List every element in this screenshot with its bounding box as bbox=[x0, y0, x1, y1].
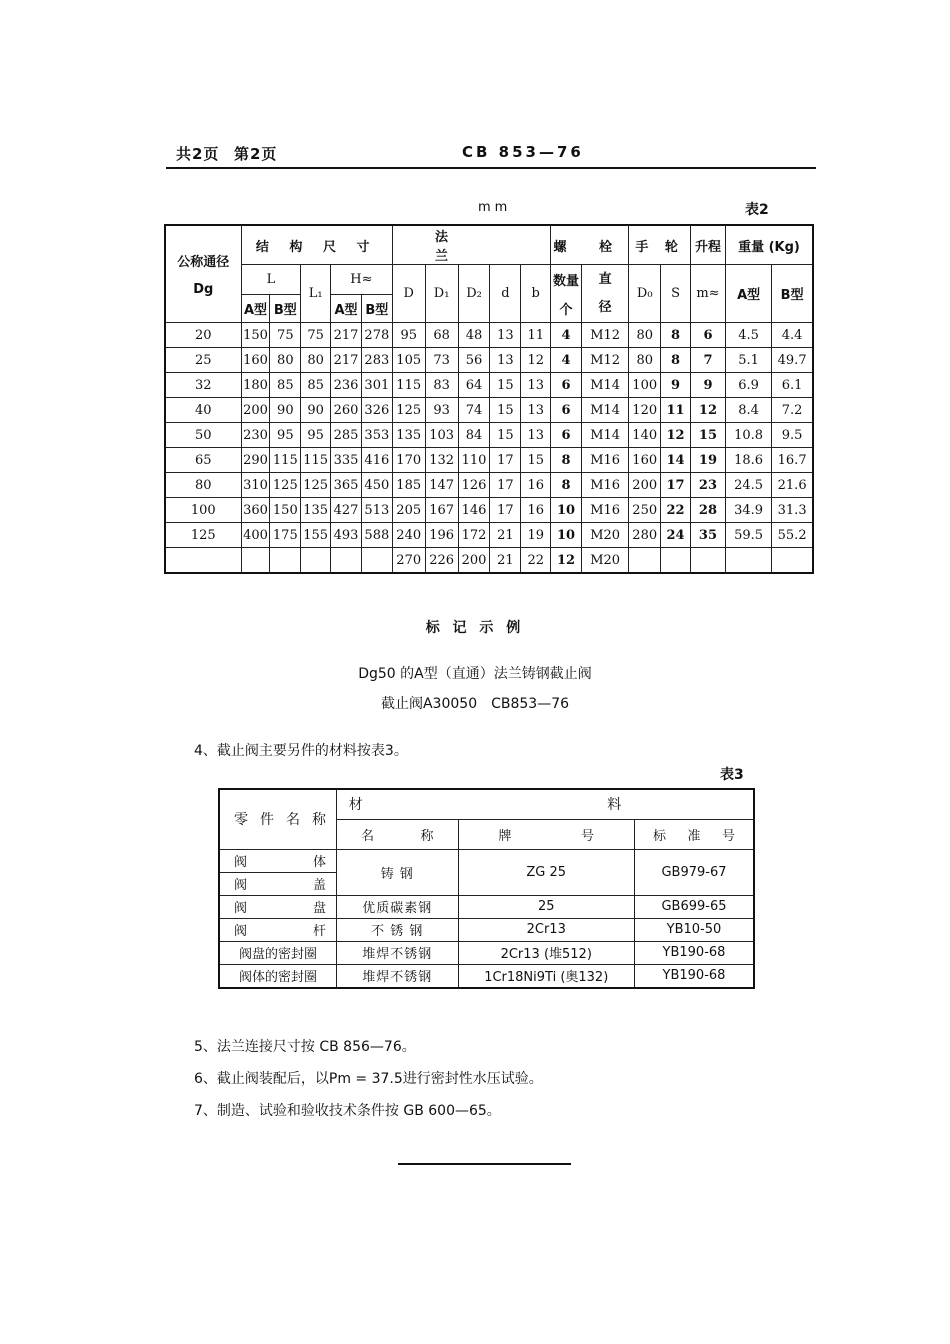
table-cell: 15 bbox=[521, 448, 551, 473]
page-count: 共2页 bbox=[176, 145, 220, 163]
l-header: L bbox=[241, 265, 301, 295]
table-cell bbox=[725, 548, 771, 574]
table-cell: 90 bbox=[270, 398, 301, 423]
table-cell: 49.7 bbox=[772, 348, 813, 373]
table-cell: 217 bbox=[331, 323, 362, 348]
unit-label: mm bbox=[478, 200, 512, 215]
table-cell: 115 bbox=[301, 448, 331, 473]
table-cell: 19 bbox=[690, 448, 725, 473]
weight-b-header: B型 bbox=[772, 265, 813, 323]
table-row bbox=[165, 423, 813, 448]
material-std-cell: YB190-68 bbox=[634, 964, 754, 988]
table-cell: 167 bbox=[425, 498, 458, 523]
table-row bbox=[219, 849, 754, 872]
table-cell: 11 bbox=[661, 398, 691, 423]
table-cell: 21.6 bbox=[772, 473, 813, 498]
table-cell: 360 bbox=[241, 498, 270, 523]
table-cell: 160 bbox=[629, 448, 661, 473]
table-cell: 95 bbox=[392, 323, 425, 348]
table-cell: 75 bbox=[270, 323, 301, 348]
table-cell: 22 bbox=[521, 548, 551, 574]
table-cell: 180 bbox=[241, 373, 270, 398]
s-header: S bbox=[661, 265, 691, 323]
table-cell bbox=[661, 548, 691, 574]
bolt-header: 螺 栓 bbox=[551, 225, 629, 265]
table-cell: 250 bbox=[629, 498, 661, 523]
table-cell: 50 bbox=[165, 423, 241, 448]
end-rule bbox=[398, 1163, 571, 1165]
weight-header: 重量 (Kg) bbox=[725, 225, 813, 265]
table-cell bbox=[301, 548, 331, 574]
table-cell bbox=[165, 548, 241, 574]
table-cell: 135 bbox=[392, 423, 425, 448]
table-cell: 21 bbox=[490, 548, 521, 574]
table-cell: 80 bbox=[629, 348, 661, 373]
table-cell: 115 bbox=[392, 373, 425, 398]
table-cell: 280 bbox=[629, 523, 661, 548]
table-cell: 140 bbox=[629, 423, 661, 448]
table-cell: 6 bbox=[551, 423, 582, 448]
table-cell: 18.6 bbox=[725, 448, 771, 473]
table-cell: 16 bbox=[521, 498, 551, 523]
table-cell: 13 bbox=[521, 423, 551, 448]
table-cell: 73 bbox=[425, 348, 458, 373]
table-cell: 13 bbox=[490, 348, 521, 373]
part-name-cell: 阀盖 bbox=[219, 872, 336, 895]
table-cell: 35 bbox=[690, 523, 725, 548]
material-table bbox=[218, 788, 755, 989]
table-cell: 64 bbox=[458, 373, 490, 398]
table-cell: 8 bbox=[661, 323, 691, 348]
table-row bbox=[165, 548, 813, 574]
material-name-cell: 堆焊不锈钢 bbox=[336, 941, 458, 964]
table-cell: M20 bbox=[581, 523, 628, 548]
l-a-header: A型 bbox=[241, 295, 270, 323]
material-name-cell: 优质碳素钢 bbox=[336, 895, 458, 918]
table-cell: 21 bbox=[490, 523, 521, 548]
table-cell: 335 bbox=[331, 448, 362, 473]
table-cell: 301 bbox=[361, 373, 392, 398]
table-cell: 172 bbox=[458, 523, 490, 548]
part-name-cell: 阀杆 bbox=[219, 918, 336, 941]
table-cell: 135 bbox=[301, 498, 331, 523]
table-cell: 125 bbox=[270, 473, 301, 498]
table-cell bbox=[270, 548, 301, 574]
table-cell: 185 bbox=[392, 473, 425, 498]
material-grade-cell: 2Cr13 bbox=[458, 918, 634, 941]
table-cell: M12 bbox=[581, 348, 628, 373]
table-cell: M16 bbox=[581, 448, 628, 473]
table-cell: 8.4 bbox=[725, 398, 771, 423]
table-cell: 80 bbox=[165, 473, 241, 498]
table-cell: 283 bbox=[361, 348, 392, 373]
table-cell: 16.7 bbox=[772, 448, 813, 473]
table-cell: M12 bbox=[581, 323, 628, 348]
table-cell: 196 bbox=[425, 523, 458, 548]
table-cell: 5.1 bbox=[725, 348, 771, 373]
material-grade-cell: ZG 25 bbox=[458, 849, 634, 895]
table-row bbox=[219, 941, 754, 964]
header-rule bbox=[166, 167, 816, 169]
example-title: 标 记 示 例 bbox=[425, 620, 525, 636]
table-cell: 15 bbox=[490, 373, 521, 398]
table-cell: M14 bbox=[581, 423, 628, 448]
table-row bbox=[165, 523, 813, 548]
material-std-cell: YB190-68 bbox=[634, 941, 754, 964]
table-cell: 9.5 bbox=[772, 423, 813, 448]
table3-label: 表3 bbox=[720, 767, 744, 783]
table-cell: M14 bbox=[581, 398, 628, 423]
table-cell: 8 bbox=[551, 448, 582, 473]
table-cell: 6.1 bbox=[772, 373, 813, 398]
table-cell: 230 bbox=[241, 423, 270, 448]
table-cell: 95 bbox=[270, 423, 301, 448]
material-name-cell: 铸 钢 bbox=[336, 849, 458, 895]
table-cell: 9 bbox=[690, 373, 725, 398]
d1-header: D₁ bbox=[425, 265, 458, 323]
table-cell: 170 bbox=[392, 448, 425, 473]
part-name-cell: 阀体 bbox=[219, 849, 336, 872]
table-cell: 17 bbox=[490, 498, 521, 523]
table-cell: 4.5 bbox=[725, 323, 771, 348]
d2-header: D₂ bbox=[458, 265, 490, 323]
item-7: 7、制造、试验和验收技术条件按 GB 600—65。 bbox=[194, 1103, 501, 1119]
table-cell: 90 bbox=[301, 398, 331, 423]
table-cell: 12 bbox=[551, 548, 582, 574]
table-row bbox=[219, 918, 754, 941]
table-cell: 7.2 bbox=[772, 398, 813, 423]
table-cell: 83 bbox=[425, 373, 458, 398]
table-cell: 17 bbox=[490, 473, 521, 498]
item-4: 4、截止阀主要另件的材料按表3。 bbox=[194, 743, 408, 759]
dimension-table bbox=[164, 224, 814, 574]
table-cell: 23 bbox=[690, 473, 725, 498]
table-cell bbox=[361, 548, 392, 574]
example-line-1: Dg50 的A型（直通）法兰铸钢截止阀 bbox=[358, 666, 592, 682]
mat-name-header: 名称 bbox=[336, 819, 458, 849]
material-std-cell: GB699-65 bbox=[634, 895, 754, 918]
table-cell: 115 bbox=[270, 448, 301, 473]
table-cell: 147 bbox=[425, 473, 458, 498]
material-name-cell: 不 锈 钢 bbox=[336, 918, 458, 941]
table-cell bbox=[241, 548, 270, 574]
table-cell: 126 bbox=[458, 473, 490, 498]
table-cell: M16 bbox=[581, 473, 628, 498]
table-cell: 25 bbox=[165, 348, 241, 373]
table-cell: 200 bbox=[458, 548, 490, 574]
weight-a-header: A型 bbox=[725, 265, 771, 323]
flange-header: 法 兰 bbox=[392, 225, 550, 265]
table-row bbox=[165, 323, 813, 348]
table-cell: 285 bbox=[331, 423, 362, 448]
table-cell: 6 bbox=[551, 373, 582, 398]
table-cell: 270 bbox=[392, 548, 425, 574]
table-cell: 13 bbox=[490, 323, 521, 348]
table-cell: 55.2 bbox=[772, 523, 813, 548]
table-cell: 427 bbox=[331, 498, 362, 523]
table-cell: 155 bbox=[301, 523, 331, 548]
table-cell: 110 bbox=[458, 448, 490, 473]
table-cell: 17 bbox=[490, 448, 521, 473]
h-a-header: A型 bbox=[331, 295, 362, 323]
m-header: m≈ bbox=[690, 265, 725, 323]
table-cell: 20 bbox=[165, 323, 241, 348]
table-cell: 10 bbox=[551, 523, 582, 548]
table-cell: 416 bbox=[361, 448, 392, 473]
table-cell: 260 bbox=[331, 398, 362, 423]
table-cell: 160 bbox=[241, 348, 270, 373]
table-cell: 326 bbox=[361, 398, 392, 423]
standard-code: CB 853—76 bbox=[462, 143, 584, 161]
table-cell: 12 bbox=[690, 398, 725, 423]
table-row bbox=[165, 398, 813, 423]
table-cell: 84 bbox=[458, 423, 490, 448]
item-6: 6、截止阀装配后，以Pm = 37.5进行密封性水压试验。 bbox=[194, 1071, 543, 1087]
table-cell: 16 bbox=[521, 473, 551, 498]
part-name-cell: 阀盘 bbox=[219, 895, 336, 918]
table-cell: 200 bbox=[241, 398, 270, 423]
material-name-cell: 堆焊不锈钢 bbox=[336, 964, 458, 988]
table-cell: 13 bbox=[521, 373, 551, 398]
table-cell: 28 bbox=[690, 498, 725, 523]
table-cell: 10.8 bbox=[725, 423, 771, 448]
table-cell: 100 bbox=[165, 498, 241, 523]
table-cell: 68 bbox=[425, 323, 458, 348]
nominal-header: 公称通径 Dg bbox=[165, 225, 241, 323]
table-row bbox=[165, 373, 813, 398]
table-cell: 103 bbox=[425, 423, 458, 448]
table-cell: 85 bbox=[270, 373, 301, 398]
material-std-cell: GB979-67 bbox=[634, 849, 754, 895]
table-cell: 93 bbox=[425, 398, 458, 423]
table-row bbox=[165, 498, 813, 523]
table-cell: 48 bbox=[458, 323, 490, 348]
material-grade-cell: 1Cr18Ni9Ti (奥132) bbox=[458, 964, 634, 988]
table-cell: 513 bbox=[361, 498, 392, 523]
d0-header: D₀ bbox=[629, 265, 661, 323]
item-5: 5、法兰连接尺寸按 CB 856—76。 bbox=[194, 1039, 416, 1055]
material-grade-cell: 25 bbox=[458, 895, 634, 918]
table-cell: 226 bbox=[425, 548, 458, 574]
table-cell: 100 bbox=[629, 373, 661, 398]
table-row bbox=[165, 448, 813, 473]
table-cell: M20 bbox=[581, 548, 628, 574]
grade-header: 牌号 bbox=[458, 819, 634, 849]
structure-header: 结 构 尺 寸 bbox=[241, 225, 392, 265]
table-cell: 4.4 bbox=[772, 323, 813, 348]
table-row bbox=[165, 348, 813, 373]
table-cell: M14 bbox=[581, 373, 628, 398]
table-row bbox=[219, 964, 754, 988]
table-cell: 132 bbox=[425, 448, 458, 473]
table-cell: 19 bbox=[521, 523, 551, 548]
d-small-header: d bbox=[490, 265, 521, 323]
part-name-cell: 阀体的密封圈 bbox=[219, 964, 336, 988]
table-cell: 150 bbox=[270, 498, 301, 523]
table-cell: 15 bbox=[690, 423, 725, 448]
table-cell: 6.9 bbox=[725, 373, 771, 398]
table-cell: 175 bbox=[270, 523, 301, 548]
b-header: b bbox=[521, 265, 551, 323]
table-cell: 15 bbox=[490, 398, 521, 423]
table-cell bbox=[690, 548, 725, 574]
table-cell: 80 bbox=[629, 323, 661, 348]
table-cell: 13 bbox=[521, 398, 551, 423]
table-cell: 11 bbox=[521, 323, 551, 348]
table-cell: 150 bbox=[241, 323, 270, 348]
table-cell: 34.9 bbox=[725, 498, 771, 523]
table-cell: 120 bbox=[629, 398, 661, 423]
table-cell: 7 bbox=[690, 348, 725, 373]
table-cell: 105 bbox=[392, 348, 425, 373]
lift-header: 升程 bbox=[690, 225, 725, 265]
page-number: 第2页 bbox=[234, 145, 278, 163]
table-cell: 14 bbox=[661, 448, 691, 473]
table-cell: 493 bbox=[331, 523, 362, 548]
table-cell: 310 bbox=[241, 473, 270, 498]
h-b-header: B型 bbox=[361, 295, 392, 323]
d-outer-header: D bbox=[392, 265, 425, 323]
table-cell: 125 bbox=[392, 398, 425, 423]
table-cell: 400 bbox=[241, 523, 270, 548]
table-cell: 40 bbox=[165, 398, 241, 423]
table-cell: 4 bbox=[551, 348, 582, 373]
table-cell: 80 bbox=[270, 348, 301, 373]
table-cell: 65 bbox=[165, 448, 241, 473]
material-header: 材 料 bbox=[336, 789, 754, 819]
table-cell: 24 bbox=[661, 523, 691, 548]
material-grade-cell: 2Cr13 (堆512) bbox=[458, 941, 634, 964]
table-cell: M16 bbox=[581, 498, 628, 523]
table-cell: 125 bbox=[165, 523, 241, 548]
table-row bbox=[165, 473, 813, 498]
table-cell: 4 bbox=[551, 323, 582, 348]
table-cell: 217 bbox=[331, 348, 362, 373]
table-cell: 95 bbox=[301, 423, 331, 448]
table-cell: 290 bbox=[241, 448, 270, 473]
table-cell: 278 bbox=[361, 323, 392, 348]
table-cell bbox=[772, 548, 813, 574]
h-header: H≈ bbox=[331, 265, 393, 295]
table-cell: 6 bbox=[690, 323, 725, 348]
part-name-cell: 阀盘的密封圈 bbox=[219, 941, 336, 964]
table-cell: 588 bbox=[361, 523, 392, 548]
table2-label: 表2 bbox=[745, 202, 769, 218]
table-cell: 353 bbox=[361, 423, 392, 448]
example-line-2: 截止阀A30050 CB853—76 bbox=[380, 696, 570, 712]
table-cell: 8 bbox=[661, 348, 691, 373]
table-cell: 12 bbox=[521, 348, 551, 373]
table-cell: 22 bbox=[661, 498, 691, 523]
part-name-header: 零件名称 bbox=[219, 789, 336, 849]
material-std-cell: YB10-50 bbox=[634, 918, 754, 941]
table-cell: 236 bbox=[331, 373, 362, 398]
table-cell: 240 bbox=[392, 523, 425, 548]
table-cell bbox=[629, 548, 661, 574]
table-cell: 12 bbox=[661, 423, 691, 448]
std-header: 标准号 bbox=[634, 819, 754, 849]
table-cell: 10 bbox=[551, 498, 582, 523]
qty-header: 数量 个 bbox=[551, 265, 582, 323]
table-cell: 31.3 bbox=[772, 498, 813, 523]
table-cell bbox=[331, 548, 362, 574]
table-cell: 24.5 bbox=[725, 473, 771, 498]
table-cell: 365 bbox=[331, 473, 362, 498]
table-cell: 200 bbox=[629, 473, 661, 498]
table-cell: 56 bbox=[458, 348, 490, 373]
table-cell: 8 bbox=[551, 473, 582, 498]
table-cell: 85 bbox=[301, 373, 331, 398]
l1-header: L₁ bbox=[301, 265, 331, 323]
table-cell: 59.5 bbox=[725, 523, 771, 548]
table-cell: 6 bbox=[551, 398, 582, 423]
table-cell: 205 bbox=[392, 498, 425, 523]
table-cell: 75 bbox=[301, 323, 331, 348]
table-cell: 146 bbox=[458, 498, 490, 523]
table-cell: 17 bbox=[661, 473, 691, 498]
table-cell: 125 bbox=[301, 473, 331, 498]
handwheel-header: 手 轮 bbox=[629, 225, 691, 265]
table-cell: 450 bbox=[361, 473, 392, 498]
diameter-header: 直 径 bbox=[581, 265, 628, 323]
table-cell: 32 bbox=[165, 373, 241, 398]
table-row bbox=[219, 895, 754, 918]
table-cell: 9 bbox=[661, 373, 691, 398]
l-b-header: B型 bbox=[270, 295, 301, 323]
table-cell: 15 bbox=[490, 423, 521, 448]
table-cell: 80 bbox=[301, 348, 331, 373]
table-cell: 74 bbox=[458, 398, 490, 423]
